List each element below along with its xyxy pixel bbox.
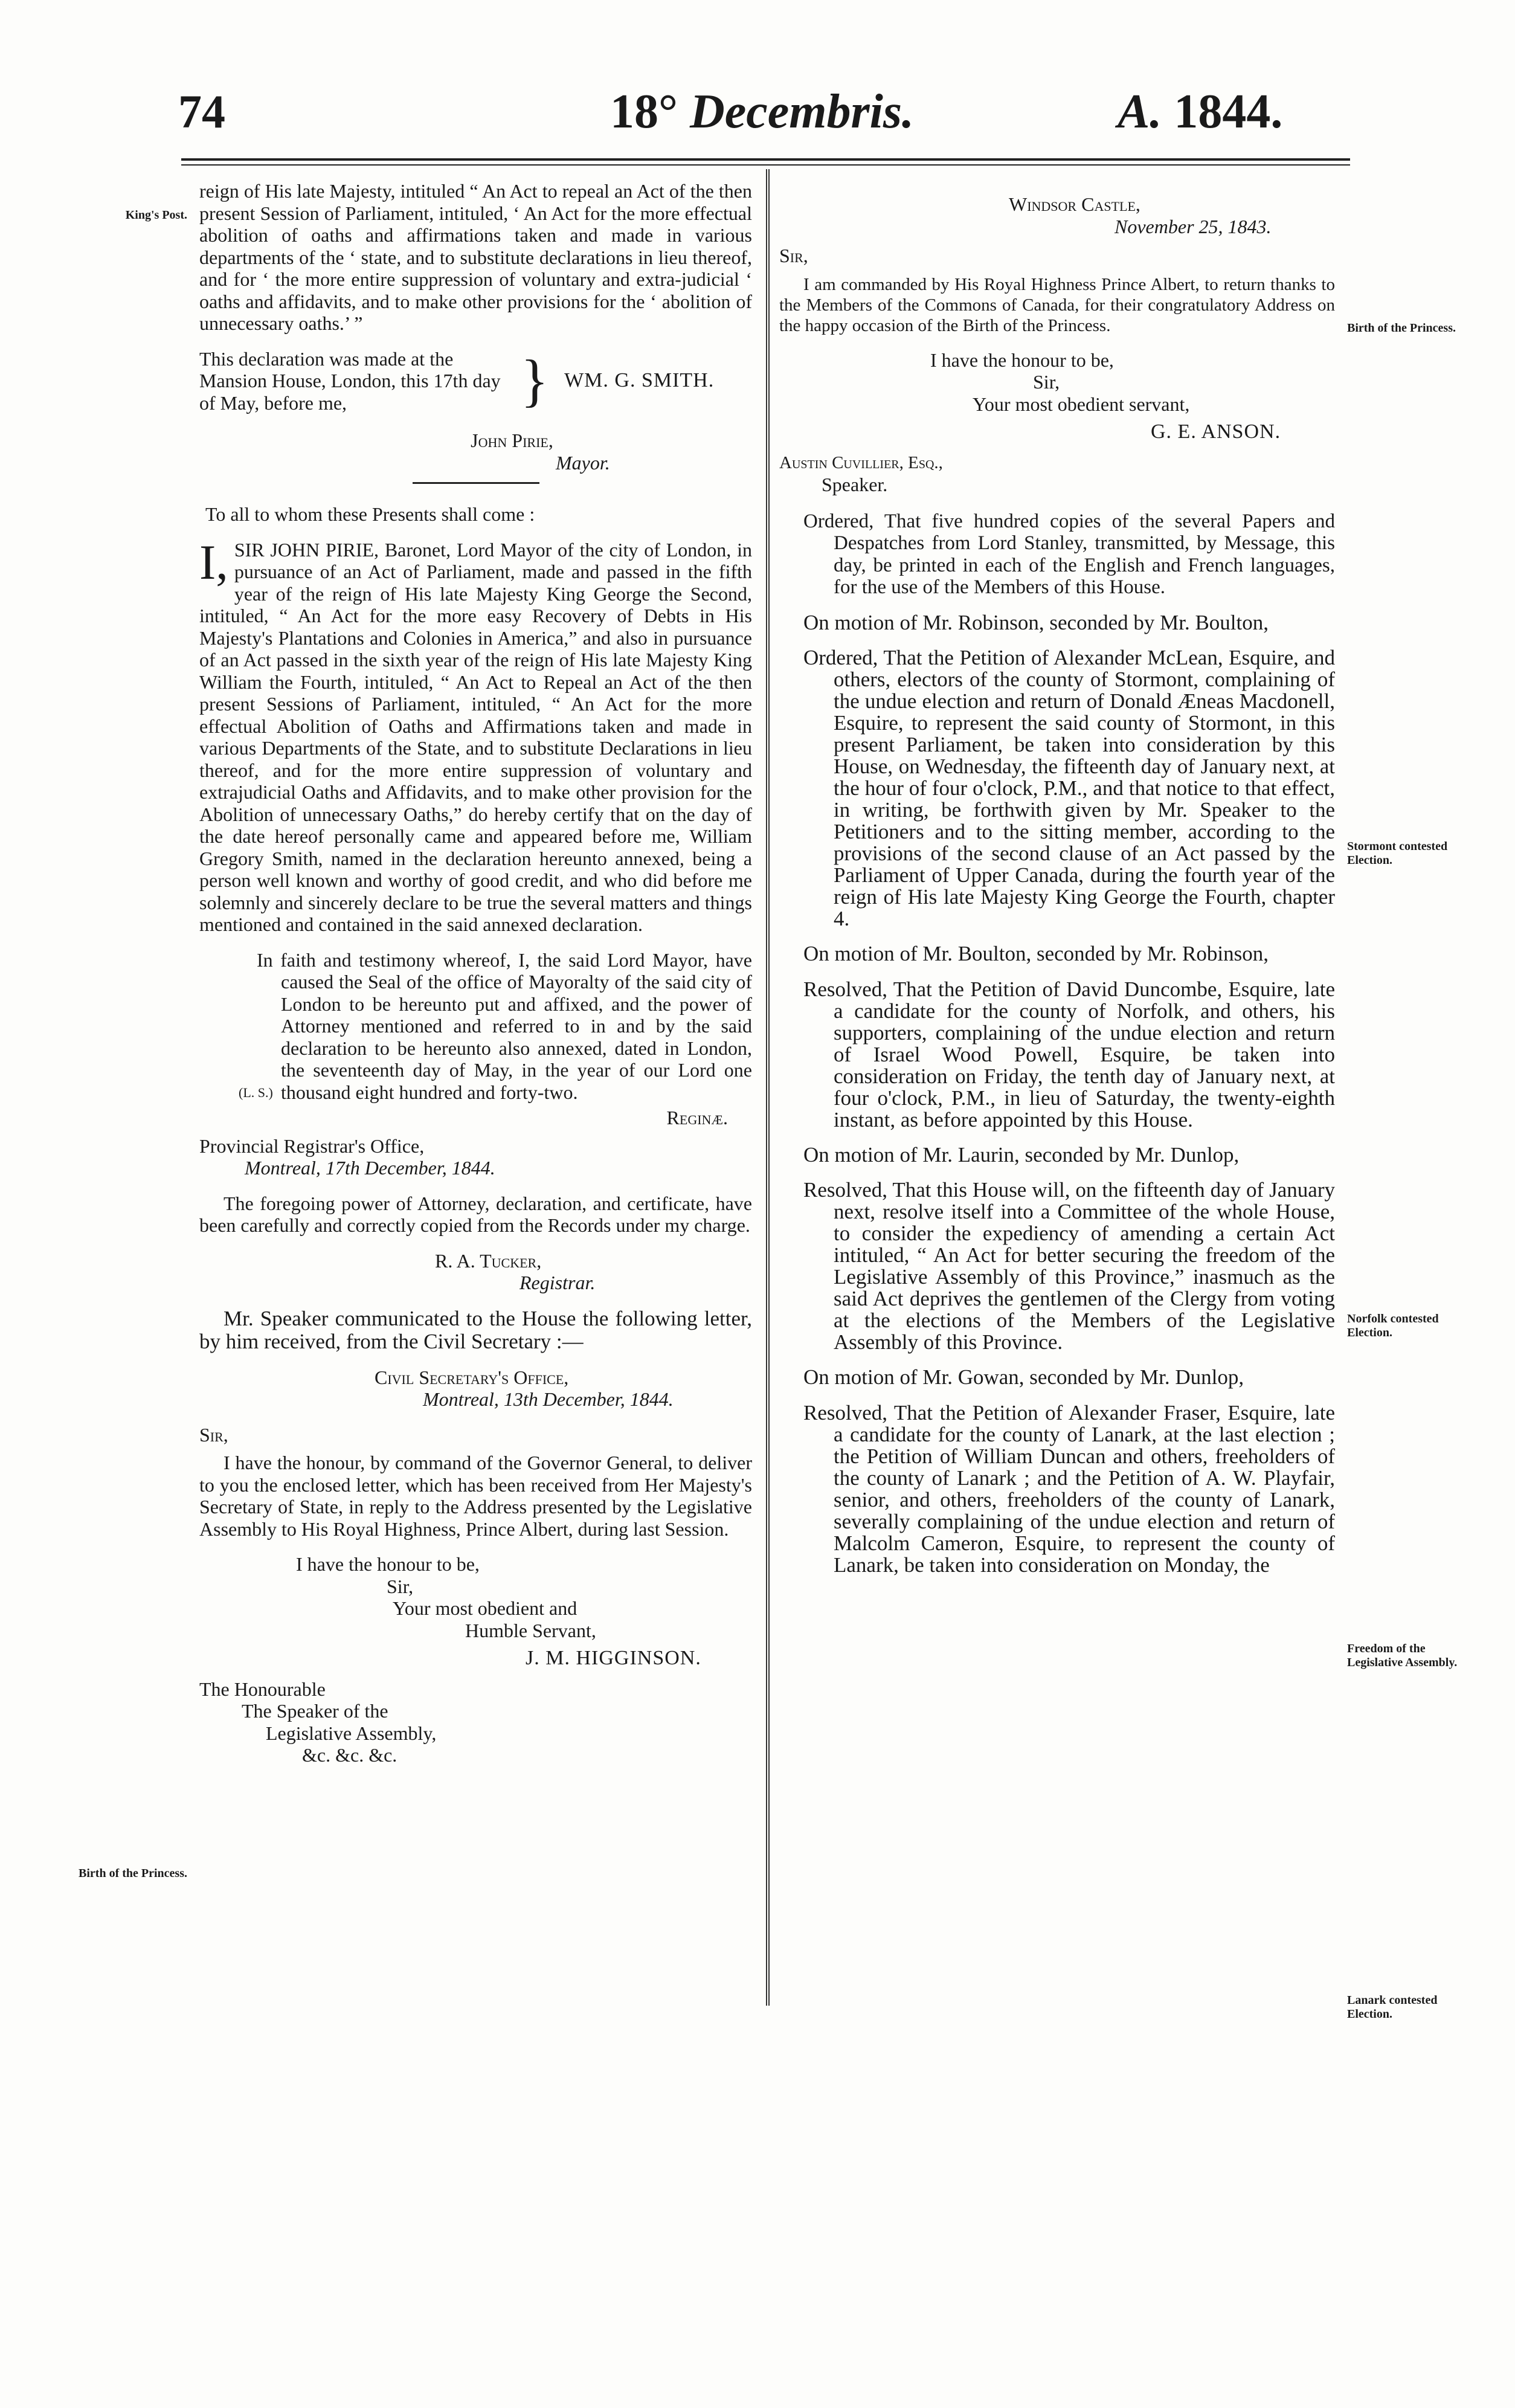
right-address-2: Speaker.: [822, 474, 888, 495]
paragraph-certificate: [199, 534, 752, 936]
brace: }: [521, 348, 549, 413]
margin-note-birth-right: Birth of the Princess.: [1347, 321, 1456, 335]
provincial-office: Provincial Registrar's Office,: [199, 1135, 425, 1157]
closing-2: Sir,: [387, 1575, 414, 1597]
drop-cap: I,: [199, 534, 228, 590]
seal-block: [199, 949, 752, 1104]
page-header: [0, 0, 1515, 175]
mayor-title: Mayor.: [556, 451, 610, 474]
address-1: The Honourable: [199, 1678, 326, 1700]
right-signer: G. E. ANSON.: [1151, 420, 1281, 443]
paragraph-prince-albert: I am commanded by His Royal Highness Prince Albert, to return thanks to the Members of the Commons of Canada, for their congratulatory Address on the happy occasion of the Birth of the Princess.: [779, 274, 1335, 335]
address-2: The Speaker of the: [242, 1700, 388, 1722]
motion-1: On motion of Mr. Robinson, seconded by Mr. Boulton,: [803, 610, 1269, 634]
declaration-block: [199, 348, 752, 414]
margin-note-stormont: Stormont contested Election.: [1347, 840, 1448, 867]
header-year: [1118, 85, 1282, 140]
column-divider: [766, 169, 770, 2006]
certificate-text: SIR JOHN PIRIE, Baronet, Lord Mayor of the city of London, in pursuance of an Act of Parliament, made and passed in the fifth year of the reign of His late Majesty King George the Second, intituled, “ An Act for the more easy Recovery of Debts in His Majesty's Plantations and Colonies in America,” and also in pursuance of an Act passed in the sixth year of the reign of His late Majesty King William the Fourth, intituled, “ An Act to Repeal an Act of the then present Sessions of Parliament, intituled, “ An Act for the more effectual Abolition of Oaths and Affirmations taken and made in various Departments of the State, and to substitute Declarations in lieu thereof, and for the more entire suppression of voluntary and extrajudicial Oaths and Affidavits, and to make other provision for the Abolition of unnecessary Oaths,” do hereby certify that on the day of the date hereof personally came and appeared before me, William Gregory Smith, named in the declaration hereunto annexed, being a person well known and worthy of good credit, and who did before me solemnly and sincerely declare to be true the several matters and things mentioned and contained in the said annexed declaration.: [199, 538, 752, 935]
right-closing-1: I have the honour to be,: [930, 349, 1114, 371]
margin-note-birth-left: Birth of the Princess.: [79, 1867, 187, 1880]
provincial-date: Montreal, 17th December, 1844.: [245, 1157, 495, 1179]
paragraph-foregoing: The foregoing power of Attorney, declaration, and certificate, have been carefully and correctly copied from the Records under my charge.: [199, 1192, 752, 1236]
seal-mark: (L. S.): [239, 1084, 273, 1100]
paragraph-honour: I have the honour, by command of the Governor General, to deliver to you the enclosed letter, which has been received from Her Majesty's Secretary of State, in reply to the Address presented by the Legislative Assembly to His Royal Highness, Prince Albert, during last Session.: [199, 1452, 752, 1540]
right-salutation: Sir,: [779, 245, 808, 266]
header-year-value: 1844.: [1174, 85, 1283, 138]
registrar-name: R. A. Tucker,: [435, 1249, 542, 1272]
motion-3: On motion of Mr. Laurin, seconded by Mr. Dunlop,: [803, 1142, 1240, 1167]
paragraph-act-continuation: reign of His late Majesty, intituled “ An Act to repeal an Act of the then present Session of Parliament, intituled, ‘ An Act for the more effectual abolition of oaths and affirmations taken and made in various departments of the ‘ state, and to substitute declarations in lieu thereof, and for ‘ the more entire suppression of voluntary and extra-judicial ‘ oaths and affidavits, and to make other provisions for the ‘ abolition of unnecessary oaths.’ ”: [199, 180, 752, 334]
windsor-castle: Windsor Castle,: [1009, 193, 1140, 215]
presents-heading: To all to whom these Presents shall come :: [205, 503, 535, 525]
header-rule-thin: [181, 164, 1350, 166]
margin-note-kings-post: King's Post.: [125, 208, 187, 222]
paragraph-speaker-communicated: Mr. Speaker communicated to the House the following letter, by him received, from the Civil Secretary :—: [199, 1306, 752, 1353]
margin-note-freedom: Freedom of the Legislative Assembly.: [1347, 1642, 1458, 1669]
paragraph-freedom: Resolved, That this House will, on the fifteenth day of January next, resolve itself into a Committee of the whole House, to consider the expediency of amending a certain Act intituled, “ An Act for better securing the freedom of the Legislative Assembly of this Province,” inasmuch as the said Act deprives the gentlemen of the Clergy from voting at the elections of the Members of the Legislative Assembly of this Province.: [803, 1178, 1335, 1354]
header-date: [610, 85, 914, 140]
paragraph-norfolk: Resolved, That the Petition of David Duncombe, Esquire, late a candidate for the county of Norfolk, and others, his supporters, complaining of the undue election and return of Israel Wood Powell, Esquire, be taken into consideration on Friday, the tenth day of January next, at four o'clock, P.M., in lieu of Saturday, the twenty-eighth instant, as before appointed by this House.: [803, 977, 1335, 1132]
windsor-date: November 25, 1843.: [1115, 215, 1272, 237]
paragraph-stormont: Ordered, That the Petition of Alexander McLean, Esquire, and others, electors of the county of Stormont, complaining of the undue election and return of Donald Æneas Macdonell, Esquire, to represent the said county of Stormont, in this present Parliament, be taken into consideration by this House, on Wednesday, the fifteenth day of January next, at the hour of four o'clock, P.M., and that notice to that effect, in writing, be forthwith given by Mr. Speaker to the Petitioners and to the sitting member, according to the provisions of the second clause of an Act passed by the Parliament of Upper Canada, during the fourth year of the reign of His late Majesty King George the Fourth, chapter 4.: [803, 646, 1335, 930]
civil-date: Montreal, 13th December, 1844.: [423, 1388, 674, 1410]
paragraph-lanark: Resolved, That the Petition of Alexander Fraser, Esquire, late a candidate for the county of Lanark, at the last election ; the Petition of William Duncan and others, freeholders of the county of Lanark ; and the Petition of A. W. Playfair, senior, and others, freeholders of the county of Lanark, severally complaining of the undue election and return of Malcolm Cameron, Esquire, to represent the county of Lanark, be taken into consideration on Monday, the: [803, 1400, 1335, 1577]
motion-2: On motion of Mr. Boulton, seconded by Mr. Robinson,: [803, 942, 1269, 965]
registrar-title: Registrar.: [519, 1272, 596, 1293]
margin-note-lanark: Lanark contested Election.: [1347, 1994, 1438, 2021]
address-4: &c. &c. &c.: [302, 1744, 397, 1766]
page-number: 74: [178, 85, 225, 138]
address-3: Legislative Assembly,: [266, 1722, 437, 1744]
closing-4: Humble Servant,: [465, 1619, 596, 1641]
header-rule-thick: [181, 158, 1350, 161]
salutation: Sir,: [199, 1423, 228, 1446]
reginae: Reginæ.: [666, 1107, 728, 1128]
paragraph-ordered-copies: Ordered, That five hundred copies of the several Papers and Despatches from Lord Stanley, transmitted, by Message, this day, be printed in each of the English and French languages, for the use of the Members of this House.: [803, 510, 1335, 598]
paragraph-testimony: In faith and testimony whereof, I, the said Lord Mayor, have caused the Seal of the office of Mayoralty of the said city of London to be hereunto put and affixed, and the power of Attorney mentioned and referred to in and by the said declaration to be hereunto also annexed, dated in London, the seventeenth day of May, in the year of our Lord one thousand eight hundred and forty-two.: [257, 948, 752, 1103]
header-date-day: 18°: [610, 85, 690, 138]
right-address-1: Austin Cuvillier, Esq.,: [779, 452, 943, 472]
right-closing-3: Your most obedient servant,: [973, 393, 1190, 415]
mayor-name: John Pirie,: [471, 430, 553, 451]
right-closing-2: Sir,: [1033, 371, 1060, 393]
left-column: [199, 180, 752, 1766]
header-date-month: Decembris.: [690, 85, 915, 138]
closing-1: I have the honour to be,: [296, 1553, 480, 1575]
declaration-text: This declaration was made at the Mansion House, London, this 17th day of May, before me,: [199, 347, 501, 414]
right-column: [779, 180, 1335, 1589]
margin-note-norfolk: Norfolk contested Election.: [1347, 1312, 1439, 1339]
declaration-signer: WM. G. SMITH.: [564, 369, 715, 391]
civil-office: Civil Secretary's Office,: [375, 1366, 569, 1388]
section-rule: [413, 482, 539, 484]
signer: J. M. HIGGINSON.: [526, 1647, 701, 1669]
header-year-prefix: A.: [1118, 85, 1174, 138]
motion-4: On motion of Mr. Gowan, seconded by Mr. Dunlop,: [803, 1365, 1244, 1389]
closing-3: Your most obedient and: [393, 1597, 577, 1619]
